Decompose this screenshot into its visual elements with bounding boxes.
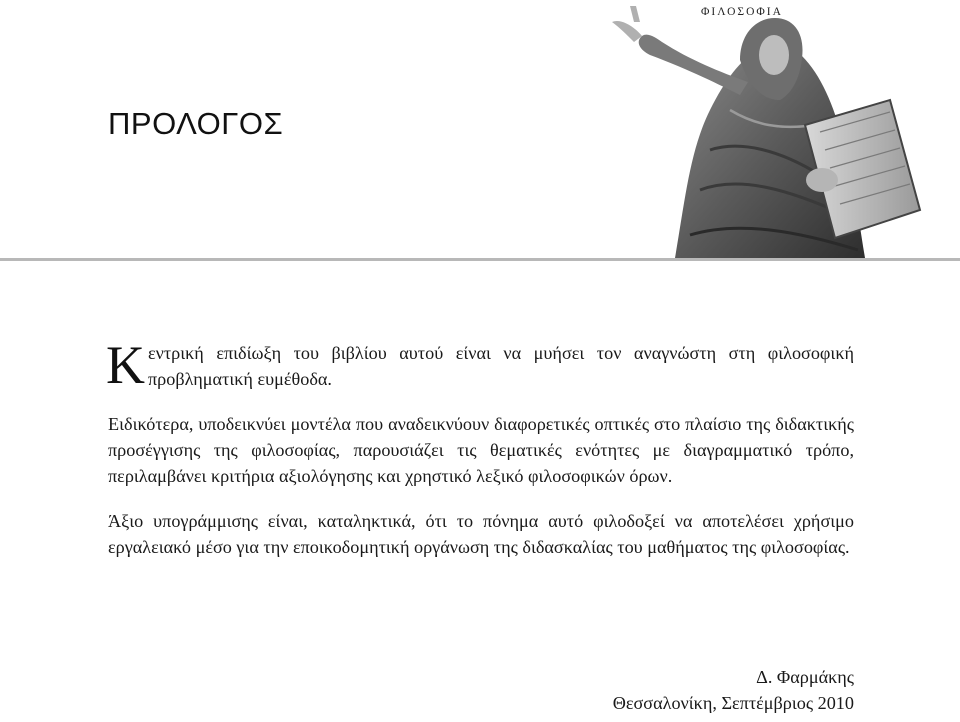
paragraph-details: Ειδικότερα, υποδεικνύει μοντέλα που αναδεικνύουν διαφορετικές οπτικές στο πλαίσιο της διδακτικής προσέγγισης της φιλοσοφίας, παρουσιάζει τις θεματικές ενότητες με διαγραμματικό τρόπο, περιλαμβάνει κριτήρια αξιολόγησης και χρηστικό λεξικό φιλοσοφικών όρων. — [108, 414, 854, 486]
paragraph-intro-text: εντρική επιδίωξη του βιβλίου αυτού είναι να μυήσει τον αναγνώστη στη φιλοσοφική προβληματική ευμέθοδα. — [148, 343, 854, 389]
drop-cap: Κ — [106, 335, 145, 395]
paragraph-conclusion: Άξιο υπογράμμισης είναι, καταληκτικά, ότι το πόνημα αυτό φιλοδοξεί να αποτελέσει χρήσιμο εργαλειακό μέσο για την εποικοδομητική οργάνωση της διδασκαλίας του μαθήματος της φιλοσοφίας. — [108, 511, 854, 557]
figure-caption: ΦΙΛΟΣΟΦΙΑ — [701, 6, 783, 18]
paragraph-intro — [106, 335, 854, 395]
header-divider — [0, 258, 960, 261]
philosophy-figure-icon — [590, 0, 930, 258]
place-date: Θεσσαλονίκη, Σεπτέμβριος 2010 — [612, 693, 854, 713]
author-name: Δ. Φαρμάκης — [756, 667, 854, 687]
page-title: ΠΡΟΛΟΓΟΣ — [108, 106, 284, 141]
preface-body — [106, 335, 854, 560]
signature-block — [613, 664, 854, 716]
